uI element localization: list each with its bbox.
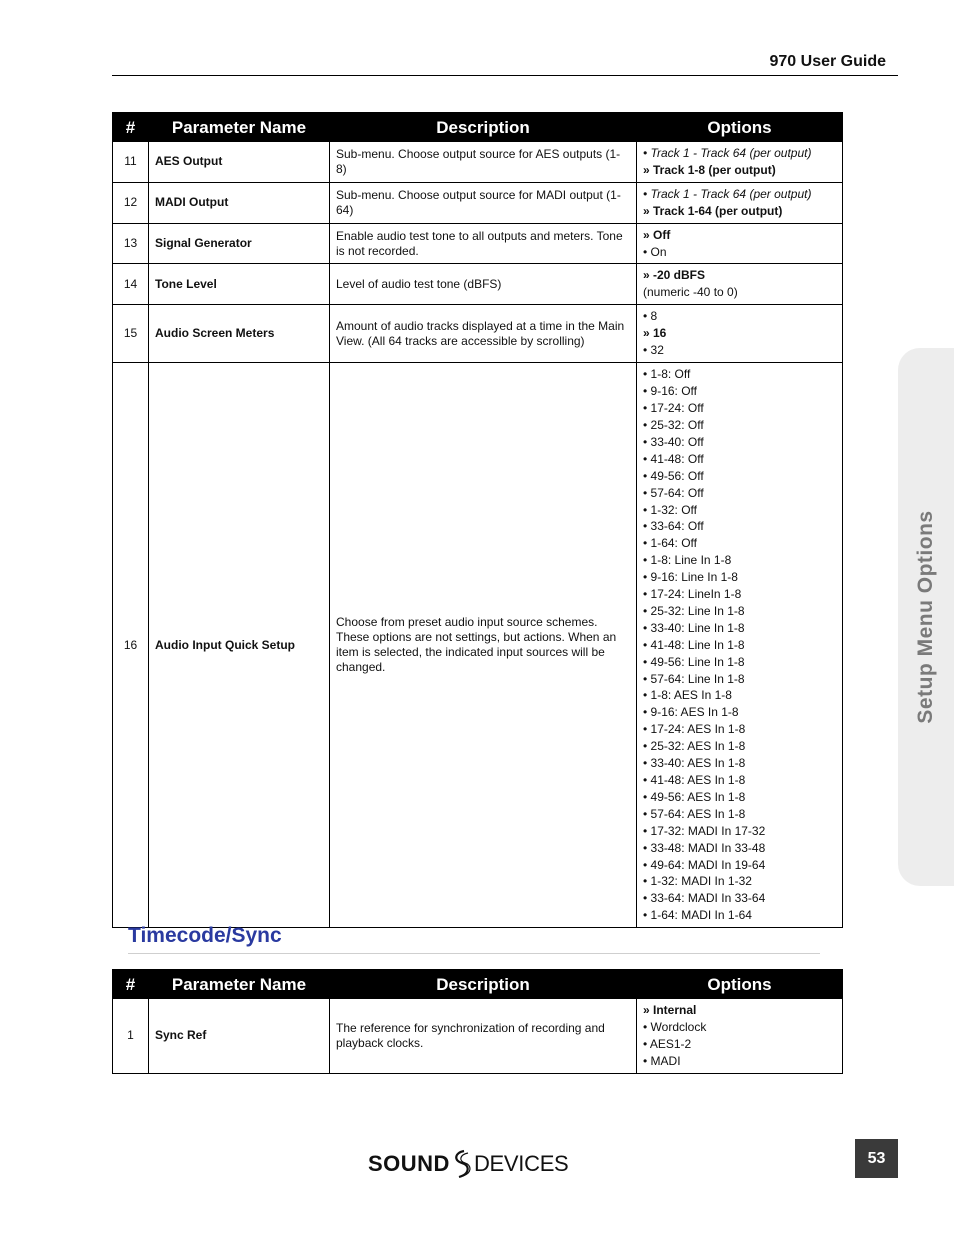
row-num: 11 [113, 142, 149, 183]
option-item: • 1-32: Off [643, 502, 698, 517]
logo-swirl-icon [450, 1149, 474, 1179]
option-item: » Off [643, 227, 671, 242]
col-header-options: Options [637, 970, 843, 999]
option-item: • Track 1 - Track 64 (per output) [643, 186, 812, 201]
row-num: 1 [113, 999, 149, 1074]
page-number: 53 [855, 1139, 898, 1178]
col-header-desc: Description [330, 970, 637, 999]
table-row [113, 999, 843, 1074]
guide-title: 970 User Guide [769, 53, 886, 70]
row-name: Signal Generator [149, 223, 330, 264]
option-item: • 33-40: Line In 1-8 [643, 620, 745, 635]
row-num: 12 [113, 182, 149, 223]
option-item: • 33-64: Off [643, 519, 704, 534]
option-item: • 17-24: Off [643, 401, 704, 416]
row-name: Sync Ref [149, 999, 330, 1074]
option-item: • 17-24: AES In 1-8 [643, 722, 746, 737]
row-desc: Choose from preset audio input source schemes. These options are not settings, but actions. When an item is selected, the indicated input sources will be changed. [330, 363, 637, 928]
row-name: Tone Level [149, 264, 330, 305]
table-row [113, 142, 843, 183]
option-item: • 49-56: AES In 1-8 [643, 789, 746, 804]
row-num: 15 [113, 305, 149, 363]
logo-devices-text: DEVICES [473, 1151, 569, 1176]
option-item: » Track 1-64 (per output) [643, 203, 783, 218]
option-item: • 25-32: Line In 1-8 [643, 603, 745, 618]
parameters-table-audio [112, 112, 843, 928]
row-desc: The reference for synchronization of recording and playback clocks. [330, 999, 637, 1074]
row-name: AES Output [149, 142, 330, 183]
option-item: • 1-64: MADI In 1-64 [643, 908, 752, 923]
option-item: • 57-64: Off [643, 485, 704, 500]
row-desc: Sub-menu. Choose output source for AES outputs (1-8) [330, 142, 637, 183]
option-item: » -20 dBFS [643, 268, 706, 283]
row-options [637, 264, 843, 305]
col-header-name: Parameter Name [149, 113, 330, 142]
option-item: • AES1-2 [643, 1036, 692, 1051]
option-item: • MADI [643, 1053, 681, 1068]
row-name: MADI Output [149, 182, 330, 223]
header-rule [112, 75, 898, 76]
row-options [637, 182, 843, 223]
option-item: • 49-64: MADI In 19-64 [643, 857, 766, 872]
row-num: 13 [113, 223, 149, 264]
row-options [637, 305, 843, 363]
logo-sound-text: SOUND [368, 1151, 450, 1176]
option-item: • 32 [643, 343, 664, 358]
option-item: • 25-32: Off [643, 417, 704, 432]
option-item: • 41-48: Off [643, 451, 704, 466]
option-item: • 25-32: AES In 1-8 [643, 739, 746, 754]
section-title: Timecode/Sync [128, 924, 282, 947]
option-item: • 1-8: Line In 1-8 [643, 553, 732, 568]
sound-devices-logo [368, 1148, 568, 1180]
option-item: • 1-8: Off [643, 367, 691, 382]
table-row [113, 363, 843, 928]
option-item: • 17-32: MADI In 17-32 [643, 823, 766, 838]
option-item: » Internal [643, 1003, 697, 1017]
option-item: • 49-56: Off [643, 468, 704, 483]
option-item: • 9-16: Line In 1-8 [643, 570, 738, 585]
table-row [113, 264, 843, 305]
option-item: • 9-16: AES In 1-8 [643, 705, 739, 720]
option-item: • 1-8: AES In 1-8 [643, 688, 732, 703]
row-options [637, 363, 843, 928]
table-row [113, 182, 843, 223]
section-rule [128, 953, 820, 954]
option-item: • Track 1 - Track 64 (per output) [643, 146, 812, 160]
side-tab-label: Setup Menu Options [914, 510, 937, 724]
option-item: • 1-32: MADI In 1-32 [643, 874, 752, 889]
row-desc: Sub-menu. Choose output source for MADI output (1-64) [330, 182, 637, 223]
option-item: • 41-48: Line In 1-8 [643, 637, 745, 652]
option-item: • Wordclock [643, 1019, 707, 1034]
row-options [637, 223, 843, 264]
option-item: • 17-24: LineIn 1-8 [643, 587, 742, 602]
table-row [113, 305, 843, 363]
row-options [637, 142, 843, 183]
option-item: • 33-40: Off [643, 434, 704, 449]
row-num: 14 [113, 264, 149, 305]
row-desc: Enable audio test tone to all outputs and meters. Tone is not recorded. [330, 223, 637, 264]
side-tab [898, 348, 954, 886]
option-item: (numeric -40 to 0) [643, 285, 738, 300]
option-item: • 33-64: MADI In 33-64 [643, 891, 766, 906]
option-item: • 57-64: Line In 1-8 [643, 671, 745, 686]
col-header-desc: Description [330, 113, 637, 142]
table-header-row [113, 113, 843, 142]
option-item: • 49-56: Line In 1-8 [643, 654, 745, 669]
option-item: • On [643, 244, 667, 259]
table-header-row [113, 970, 843, 999]
option-item: » 16 [643, 326, 667, 341]
row-desc: Level of audio test tone (dBFS) [330, 264, 637, 305]
row-name: Audio Input Quick Setup [149, 363, 330, 928]
option-item: • 8 [643, 309, 658, 324]
row-num: 16 [113, 363, 149, 928]
parameters-table-timecode [112, 969, 843, 1074]
option-item: » Track 1-8 (per output) [643, 162, 776, 177]
option-item: • 1-64: Off [643, 536, 698, 551]
row-desc: Amount of audio tracks displayed at a time in the Main View. (All 64 tracks are accessible by scrolling) [330, 305, 637, 363]
option-item: • 41-48: AES In 1-8 [643, 773, 746, 787]
option-item: • 9-16: Off [643, 384, 698, 399]
col-header-num: # [113, 113, 149, 142]
table-row [113, 223, 843, 264]
option-item: • 33-40: AES In 1-8 [643, 756, 746, 771]
row-options [637, 999, 843, 1074]
col-header-options: Options [637, 113, 843, 142]
col-header-name: Parameter Name [149, 970, 330, 999]
option-item: • 57-64: AES In 1-8 [643, 806, 746, 821]
option-item: • 33-48: MADI In 33-48 [643, 840, 766, 855]
col-header-num: # [113, 970, 149, 999]
row-name: Audio Screen Meters [149, 305, 330, 363]
